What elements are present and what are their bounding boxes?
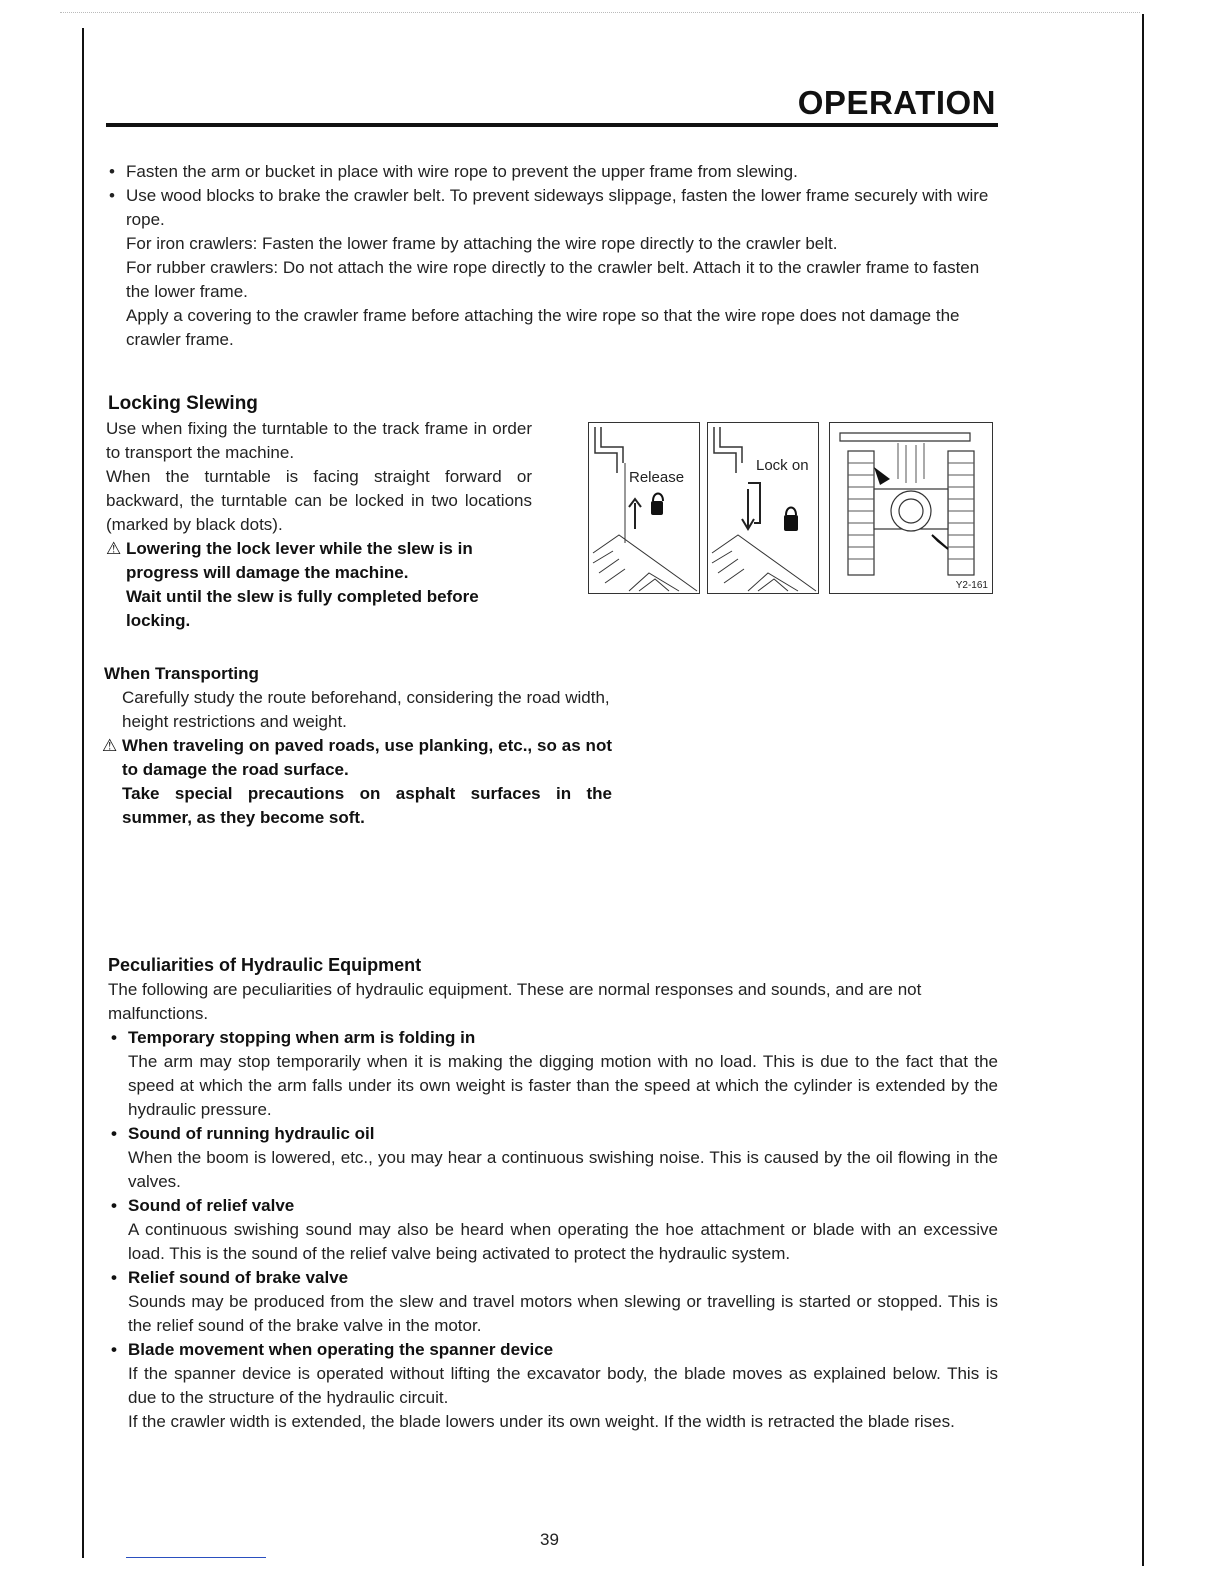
hydraulic-heading: Peculiarities of Hydraulic Equipment — [108, 955, 422, 975]
warning-text: Take special precautions on asphalt surfaces in the summer, as they become soft. — [122, 784, 612, 827]
warning-icon: ⚠ — [102, 736, 118, 755]
hydraulic-item-text: When the boom is lowered, etc., you may hear a continuous swishing noise. This is caused by the oil flowing in the valves. — [128, 1148, 998, 1191]
lock-illustration — [708, 423, 818, 593]
intro-line: Apply a covering to the crawler frame before attaching the wire rope so that the wire rope does not damage the crawler frame. — [126, 306, 960, 349]
locking-paragraph: Use when fixing the turntable to the track frame in order to transport the machine. — [106, 419, 532, 462]
intro-section — [106, 160, 998, 352]
transporting-section — [104, 662, 612, 830]
release-illustration — [589, 423, 699, 593]
hydraulic-item-title: • Relief sound of brake valve — [108, 1266, 998, 1290]
hydraulic-item-title: • Blade movement when operating the spanner device — [108, 1338, 998, 1362]
locking-warning — [106, 537, 532, 633]
right-margin-line — [1142, 14, 1144, 1566]
hydraulic-item-text: Sounds may be produced from the slew and travel motors when slewing or travelling is started or stopped. This is the relief sound of the brake valve in the motor. — [128, 1292, 998, 1335]
hydraulic-item-title: • Sound of relief valve — [108, 1194, 998, 1218]
locking-section — [106, 391, 532, 633]
top-dotted-border — [60, 12, 1140, 13]
bottom-link-line — [126, 1557, 266, 1558]
warning-text: Wait until the slew is fully completed before locking. — [126, 587, 479, 630]
hydraulic-item-text: If the spanner device is operated without lifting the excavator body, the blade moves as explained below. This is due to the structure of the hydraulic circuit. — [128, 1364, 998, 1407]
hydraulic-item-text: A continuous swishing sound may also be heard when operating the hoe attachment or blade with an excessive load. This is the sound of the relief valve being activated to protect the hydraulic system. — [128, 1220, 998, 1263]
lock-figure — [707, 422, 819, 594]
release-label: Release — [629, 469, 685, 486]
turntable-illustration — [830, 423, 992, 593]
lock-label: Lock on — [756, 457, 809, 474]
warning-text: When traveling on paved roads, use planking, etc., so as not to damage the road surface. — [122, 736, 612, 779]
page-number: 39 — [540, 1530, 559, 1549]
hydraulic-section — [108, 952, 998, 1434]
intro-bullet: • Use wood blocks to brake the crawler belt. To prevent sideways slippage, fasten the lower frame securely with wire rope. — [106, 184, 998, 232]
intro-line: For iron crawlers: Fasten the lower frame by attaching the wire rope directly to the crawler belt. — [126, 234, 838, 253]
hydraulic-intro: The following are peculiarities of hydraulic equipment. These are normal responses and sounds, and are not malfunctions. — [108, 980, 922, 1023]
transporting-paragraph: Carefully study the route beforehand, considering the road width, height restrictions and weight. — [122, 688, 610, 731]
warning-icon: ⚠ — [106, 539, 122, 558]
release-figure — [588, 422, 700, 594]
page-title: OPERATION — [797, 84, 996, 121]
transporting-heading: When Transporting — [104, 664, 259, 683]
hydraulic-item-title: • Temporary stopping when arm is folding in — [108, 1026, 998, 1050]
title-rule — [106, 123, 998, 127]
intro-bullet: • Fasten the arm or bucket in place with wire rope to prevent the upper frame from slewing. — [106, 160, 998, 184]
locking-heading: Locking Slewing — [108, 393, 258, 414]
hydraulic-item-text: The arm may stop temporarily when it is making the digging motion with no load. This is due to the fact that the speed at which the arm falls under its own weight is faster than the speed at which the cylinder is extended by the hydraulic pressure. — [128, 1052, 998, 1119]
left-margin-line — [82, 28, 84, 1558]
hydraulic-item-text: If the crawler width is extended, the blade lowers under its own weight. If the width is retracted the blade rises. — [128, 1412, 955, 1431]
transporting-warning — [104, 734, 612, 830]
intro-line: For rubber crawlers: Do not attach the wire rope directly to the crawler belt. Attach it to the crawler frame to fasten the lower frame. — [126, 258, 980, 301]
warning-text: Lowering the lock lever while the slew is in progress will damage the machine. — [126, 539, 473, 582]
hydraulic-item-title: • Sound of running hydraulic oil — [108, 1122, 998, 1146]
figure-code: Y2-161 — [955, 580, 988, 591]
locking-paragraph: When the turntable is facing straight forward or backward, the turntable can be locked in two locations (marked by black dots). — [106, 467, 532, 534]
turntable-figure — [829, 422, 993, 594]
